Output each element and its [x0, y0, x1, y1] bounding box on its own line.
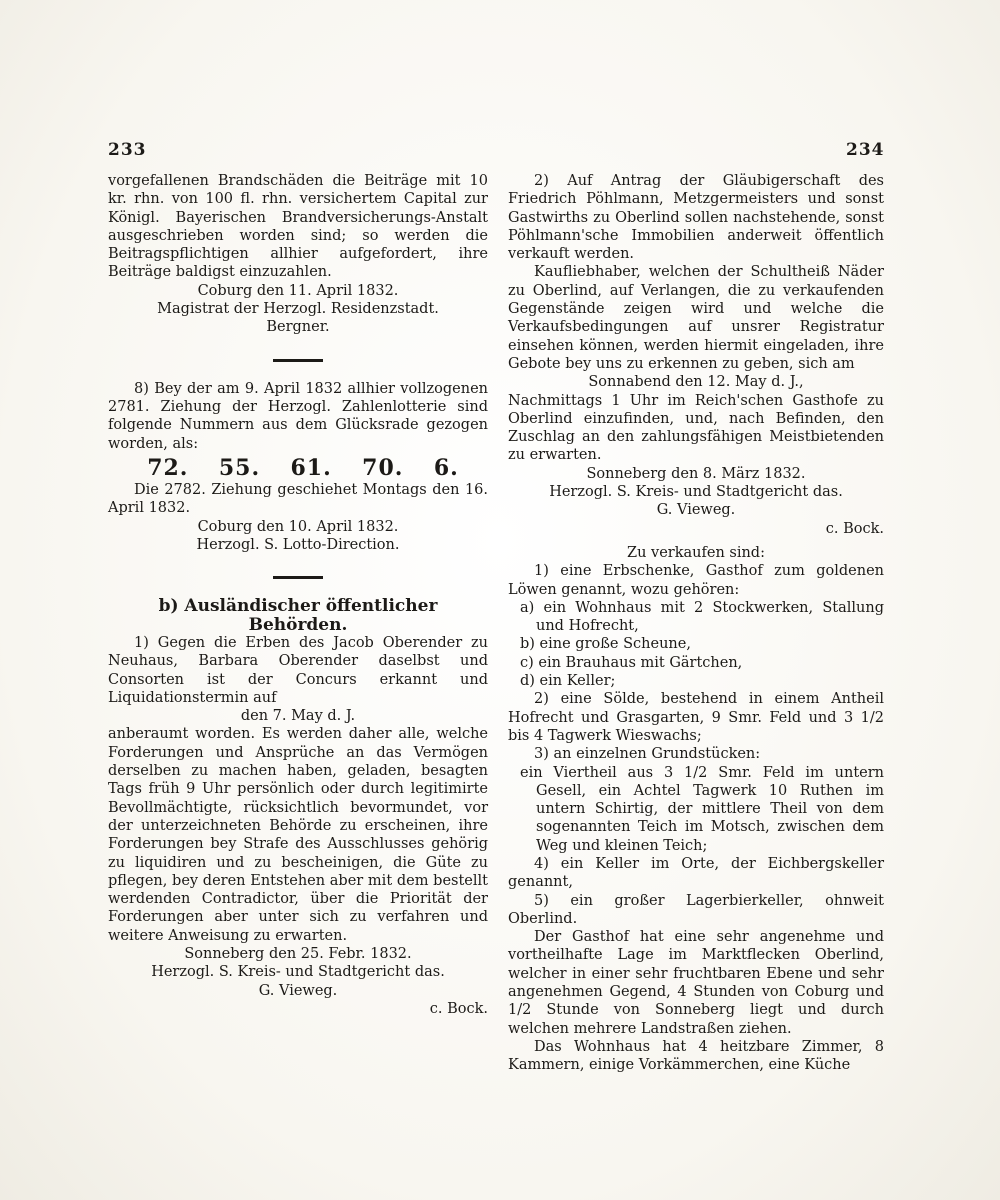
sale-items: [508, 562, 884, 928]
auction-notice: 2) Auf Antrag der Gläubigerschaft des Friedrich Pöhlmann, Metzgermeisters und sonst Gastwirths zu Oberlind sollen nachstehende, sonst Pöhlmann'sche Immobilien anderweit öffentlich verkauft werden.: [508, 173, 884, 263]
sale-subitem: c) ein Brauhaus mit Gärtchen,: [520, 654, 743, 671]
section-divider: [273, 359, 323, 362]
lottery-number: 55.: [218, 454, 261, 481]
lottery-signature: Herzogl. S. Lotto-Direction.: [196, 537, 400, 554]
auction-time: Nachmittags 1 Uhr im Reich'schen Gasthofe zu Oberlind einzufinden, und, nach Befinden, den Zuschlag an den zahlungsfähigen Meistbietenden zu erwarten.: [508, 392, 884, 464]
notice-date: Coburg den 11. April 1832.: [197, 282, 399, 299]
left-page-number: 233: [108, 140, 147, 160]
concurs-notice: 1) Gegen die Erben des Jacob Oberender zu Neuhaus, Barbara Oberender daselbst und Consorten ist der Concurs erkannt und Liquidationstermin auf: [108, 634, 488, 706]
notice-signature: Magistrat der Herzogl. Residenzstadt.: [157, 301, 439, 318]
lottery-number: 70.: [362, 454, 404, 481]
left-column: [108, 172, 488, 1018]
sale-item: 4) ein Keller im Orte, der Eichbergskeller genannt,: [508, 855, 884, 891]
auction-date-line: Sonnabend den 12. May d. J.,: [588, 374, 804, 391]
sale-item: 2) eine Sölde, bestehend in einem Antheil Hofrecht und Grasgarten, 9 Smr. Feld und 3 1/2 bis 4 Tagwerk Wieswachs;: [508, 691, 884, 744]
lottery-number: 61.: [290, 454, 332, 481]
auction-signature-clerk: c. Bock.: [825, 520, 884, 537]
auction-date: Sonneberg den 8. März 1832.: [586, 465, 806, 482]
right-page-number: 234: [846, 140, 885, 160]
lottery-date: Coburg den 10. April 1832.: [197, 518, 399, 535]
right-column: [508, 172, 884, 1075]
auction-signature-name: G. Vieweg.: [656, 502, 736, 519]
lottery-next-draw: Die 2782. Ziehung geschiehet Montags den 16. April 1832.: [108, 482, 488, 517]
sale-item: 5) ein großer Lagerbierkeller, ohnweit Oberlind.: [508, 892, 884, 927]
concurs-date: Sonneberg den 25. Febr. 1832.: [184, 945, 412, 962]
section-divider: [273, 576, 323, 579]
lottery-numbers: [132, 454, 474, 481]
sale-heading: Zu verkaufen sind:: [627, 544, 765, 561]
house-description: Das Wohnhaus hat 4 heitzbare Zimmer, 8 Kammern, einige Vorkämmerchen, eine Küche: [508, 1038, 884, 1074]
concurs-signature: Herzogl. S. Kreis- und Stadtgericht das.: [151, 964, 445, 981]
notice-signature-name: Bergner.: [266, 319, 330, 336]
sale-subitem: a) ein Wohnhaus mit 2 Stockwerken, Stallung und Hofrecht,: [520, 599, 884, 635]
lottery-number: 72.: [147, 454, 189, 481]
lottery-number: 6.: [433, 454, 459, 481]
sale-subitem: d) ein Keller;: [520, 673, 616, 690]
auction-signature: Herzogl. S. Kreis- und Stadtgericht das.: [549, 484, 843, 501]
concurs-term-date: den 7. May d. J.: [240, 708, 356, 725]
concurs-signature-name: G. Vieweg.: [258, 982, 338, 999]
auction-buyers: Kaufliebhaber, welchen der Schultheiß Näder zu Oberlind, auf Verlangen, die zu verkaufenden Gegenstände zeigen wird und welche die Verkaufsbedingungen auf unsrer Registratur einsehen können, werden hiermit eingeladen, ihre Gebote bey uns zu erkennen zu geben, sich am: [508, 264, 884, 372]
fire-insurance-notice: vorgefallenen Brandschäden die Beiträge mit 10 kr. rhn. von 100 fl. rhn. versichertem Capital zur Königl. Bayerischen Brandversicherungs-Anstalt ausgeschrieben worden sind; so werden die Beitragspflichtigen allhier aufgefordert, ihre Beiträge baldigst einzuzahlen.: [108, 173, 488, 281]
inn-description: Der Gasthof hat eine sehr angenehme und vortheilhafte Lage im Marktflecken Oberlind, welcher in einer sehr fruchtbaren Ebene und sehr angenehmen Gegend, 4 Stunden von Coburg und 1/2 Stunde von Sonneberg liegt und durch welchen mehrere Landstraßen ziehen.: [508, 929, 884, 1037]
sale-item: 3) an einzelnen Grundstücken:: [534, 746, 761, 763]
sale-subitem: b) eine große Scheune,: [520, 636, 691, 653]
concurs-signature-clerk: c. Bock.: [429, 1000, 488, 1017]
concurs-notice-body: anberaumt worden. Es werden daher alle, welche Forderungen und Ansprüche an das Vermögen derselben zu machen haben, geladen, besagten Tags früh 9 Uhr persönlich oder durch legitimirte Bevollmächtigte, rücksichtlich bevormundet, vor der unterzeichneten Behörde zu erscheinen, ihre Forderungen bey Strafe des Ausschlusses gehörig zu liquidiren und zu bescheinigen, die Güte zu pflegen, bey deren Entstehen aber mit dem bestellt werdenden Contradictor, über die Priorität der Forderungen aber unter sich zu verfahren und weitere Anweisung zu erwarten.: [108, 726, 488, 944]
sale-item: 1) eine Erbschenke, Gasthof zum goldenen Löwen genannt, wozu gehören:: [508, 563, 884, 598]
section-heading: b) Ausländischer öffentlicher Behörden.: [158, 596, 438, 635]
sale-subitem: ein Viertheil aus 3 1/2 Smr. Feld im untern Gesell, ein Achtel Tagwerk 10 Ruthen im untern Schirtig, der mittlere Theil von dem sogenannten Teich im Motsch, zwischen dem Weg und kleinen Teich;: [520, 764, 884, 854]
lottery-notice: 8) Bey der am 9. April 1832 allhier vollzogenen 2781. Ziehung der Herzogl. Zahlenlotterie sind folgende Nummern aus dem Glücksrade gezogen worden, als:: [108, 380, 488, 452]
